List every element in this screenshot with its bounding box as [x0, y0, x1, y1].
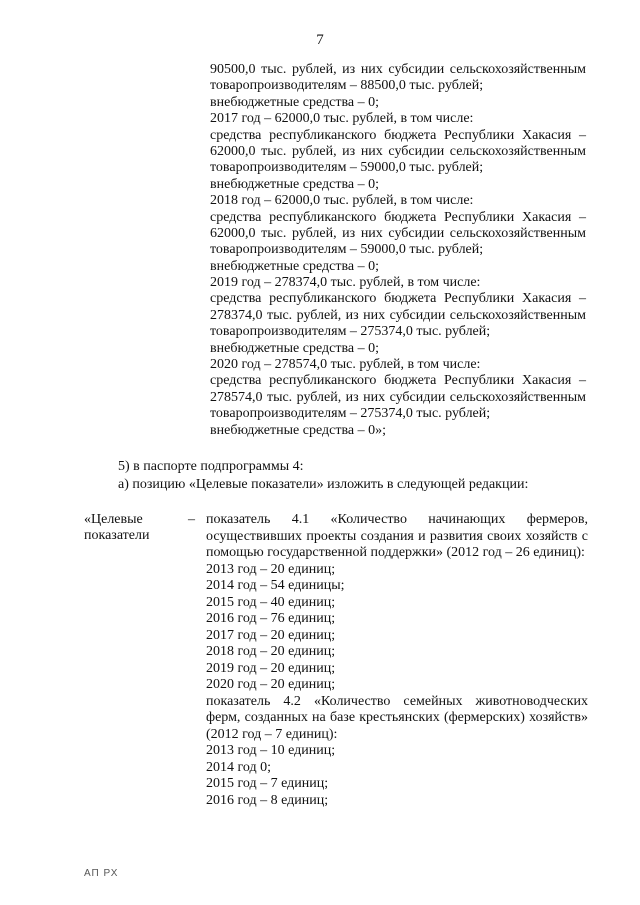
text-line: товаропроизводителям – 88500,0 тыс. рублей; [210, 78, 484, 94]
text-line: 2018 год – 20 единиц; [206, 644, 336, 659]
text-line: внебюджетные средства – 0; [210, 176, 379, 192]
text-line: 2015 год – 7 единиц; [206, 776, 329, 791]
passport-label-column [84, 512, 184, 545]
text-line: 2013 год – 20 единиц; [206, 561, 336, 577]
text-line: 2014 год 0; [206, 759, 272, 775]
text-line: 2016 год – 8 единиц; [206, 792, 329, 808]
text-line: средства республиканского бюджета Республики Хакасия – [210, 127, 586, 143]
text-line: 278574,0 тыс. рублей, из них субсидии сельскохозяйственным [210, 389, 586, 405]
text-line: товаропроизводителям – 59000,0 тыс. рублей; [210, 160, 484, 176]
footer-mark: АП РХ [84, 868, 119, 879]
text-line: 2020 год – 278574,0 тыс. рублей, в том числе: [210, 357, 481, 373]
text-line: 5) в паспорте подпрограммы 4: [118, 459, 304, 474]
text-line: осуществивших проекты создания и развития своих хозяйств с [206, 528, 588, 544]
passport-dash: – [188, 512, 195, 527]
text-line: 2017 год – 20 единиц; [206, 627, 336, 643]
amendment-instructions [118, 458, 528, 494]
text-line: (2012 год – 7 единиц): [206, 726, 338, 742]
text-line: 2014 год – 54 единицы; [206, 578, 345, 593]
text-line: внебюджетные средства – 0»; [210, 422, 386, 438]
text-line: 2019 год – 20 единиц; [206, 660, 336, 676]
text-line: товаропроизводителям – 275374,0 тыс. рублей; [210, 324, 491, 340]
target-indicators-column [206, 512, 588, 809]
text-line: показатель 4.1 «Количество начинающих фермеров, [206, 512, 588, 527]
funding-text-block [210, 62, 586, 439]
text-line: ферм, созданных на базе крестьянских (фермерских) хозяйств» [206, 710, 588, 725]
text-line: товаропроизводителям – 275374,0 тыс. рублей; [210, 406, 491, 422]
text-line: 62000,0 тыс. рублей, из них субсидии сельскохозяйственным [210, 143, 586, 159]
text-line: средства республиканского бюджета Республики Хакасия – [210, 373, 586, 389]
text-line: 2016 год – 76 единиц; [206, 611, 336, 626]
text-line: 2015 год – 40 единиц; [206, 594, 336, 610]
text-line: товаропроизводителям – 59000,0 тыс. рублей; [210, 242, 484, 258]
text-line: 2019 год – 278374,0 тыс. рублей, в том числе: [210, 275, 481, 291]
text-line: помощью государственной поддержки» (2012 год – 26 единиц): [206, 545, 585, 560]
text-line: внебюджетные средства – 0; [210, 94, 379, 110]
text-line: 2020 год – 20 единиц; [206, 677, 336, 692]
text-line: 278374,0 тыс. рублей, из них субсидии сельскохозяйственным [210, 307, 586, 323]
text-line: 90500,0 тыс. рублей, из них субсидии сельскохозяйственным [210, 62, 586, 77]
page-number: 7 [316, 32, 324, 48]
text-line: внебюджетные средства – 0; [210, 340, 379, 356]
text-line: 2013 год – 10 единиц; [206, 743, 336, 758]
text-line: показатель 4.2 «Количество семейных животноводческих [206, 693, 588, 709]
text-line: средства республиканского бюджета Республики Хакасия – [210, 291, 586, 307]
text-line: средства республиканского бюджета Республики Хакасия – [210, 209, 586, 225]
text-line: 2017 год – 62000,0 тыс. рублей, в том числе: [210, 111, 474, 127]
text-line: 62000,0 тыс. рублей, из них субсидии сельскохозяйственным [210, 225, 586, 241]
text-line: показатели [84, 528, 150, 544]
text-line: 2018 год – 62000,0 тыс. рублей, в том числе: [210, 193, 474, 209]
text-line: внебюджетные средства – 0; [210, 258, 379, 274]
text-line: а) позицию «Целевые показатели» изложить в следующей редакции: [118, 477, 529, 492]
text-line: «Целевые [84, 512, 143, 527]
